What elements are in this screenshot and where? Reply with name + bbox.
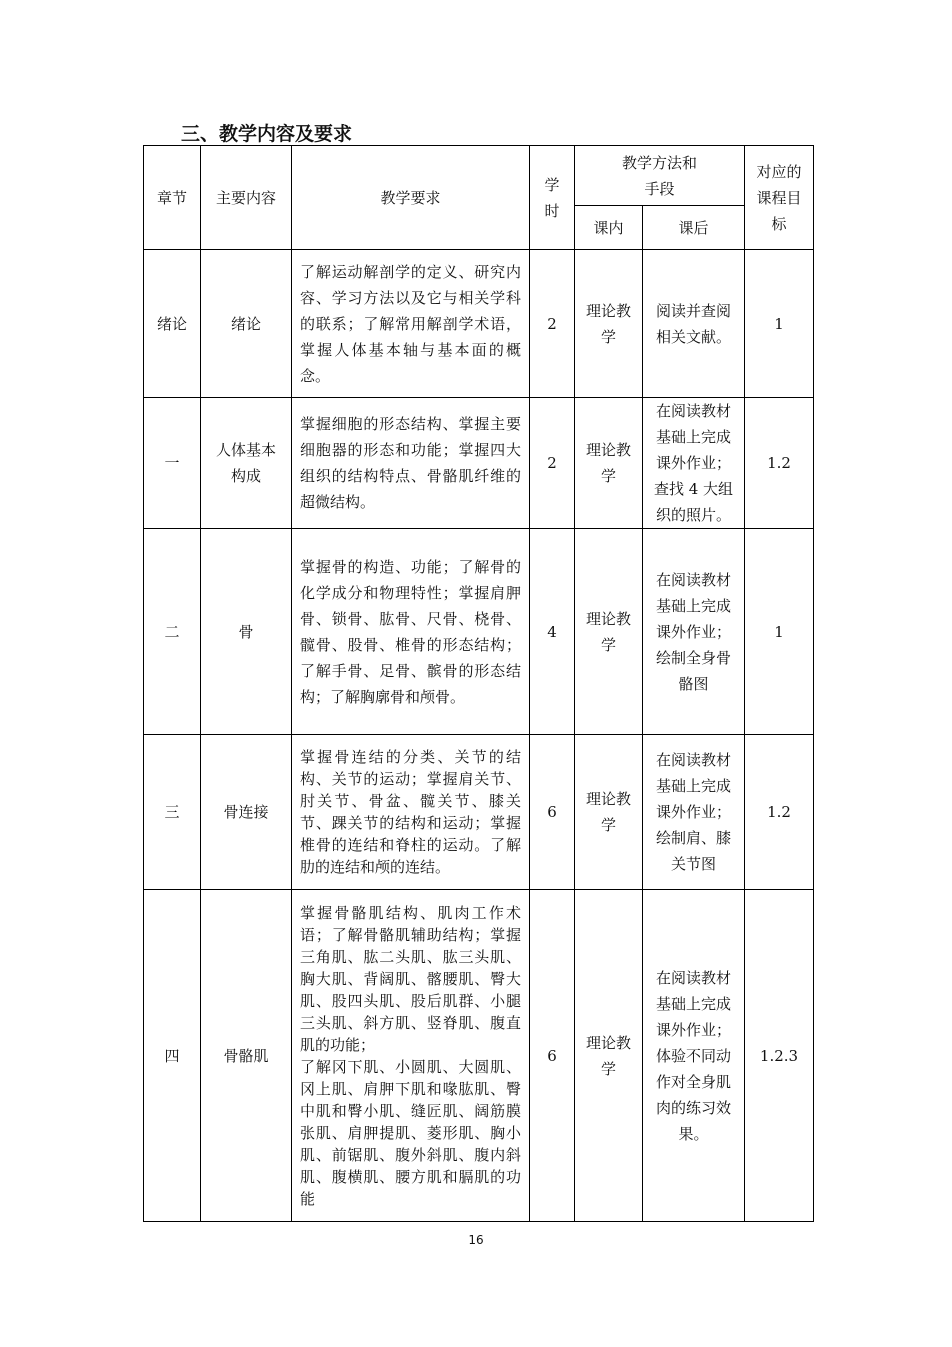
header-after-class: 课后 [643, 206, 745, 250]
row-content: 绪论 [201, 250, 292, 398]
table-row [144, 735, 814, 890]
row-chapter: 四 [144, 890, 201, 1222]
row-objective: 1 [745, 529, 814, 735]
row-objective: 1.2.3 [745, 890, 814, 1222]
row-after-class: 在阅读教材基础上完成课外作业；绘制肩、膝关节图 [643, 735, 745, 890]
header-objectives: 对应的课程目标 [745, 146, 814, 250]
row-in-class: 理论教学 [575, 250, 643, 398]
header-row [144, 146, 814, 206]
row-hours: 4 [530, 529, 575, 735]
row-objective: 1 [745, 250, 814, 398]
section-title: 三、教学内容及要求 [181, 123, 353, 145]
row-content: 骨 [201, 529, 292, 735]
row-in-class: 理论教学 [575, 529, 643, 735]
table-row [144, 398, 814, 529]
requirements-part-2: 了解冈下肌、小圆肌、大圆肌、冈上肌、肩胛下肌和喙肱肌、臀中肌和臀小肌、缝匠肌、阔筋膜张肌、肩胛提肌、菱形肌、胸小肌、前锯肌、腹外斜肌、腹内斜肌、腹横肌、腰方肌和膈肌的功能 [300, 1057, 521, 1208]
table-row [144, 890, 814, 1222]
row-in-class: 理论教学 [575, 890, 643, 1222]
page-number: 16 [468, 1233, 484, 1247]
row-chapter: 一 [144, 398, 201, 529]
table-row [144, 250, 814, 398]
row-after-class: 阅读并查阅相关文献。 [643, 250, 745, 398]
row-after-class: 在阅读教材基础上完成课外作业；查找 4 大组织的照片。 [643, 398, 745, 529]
row-requirements: 掌握骨连结的分类、关节的结构、关节的运动；掌握肩关节、肘关节、骨盆、髋关节、膝关节、踝关节的结构和运动；掌握椎骨的连结和脊柱的运动。了解肋的连结和颅的连结。 [292, 735, 530, 890]
row-chapter: 绪论 [144, 250, 201, 398]
requirements-part-1: 掌握骨骼肌结构、肌肉工作术语；了解骨骼肌辅助结构；掌握三角肌、肱二头肌、肱三头肌、胸大肌、背阔肌、髂腰肌、臀大肌、股四头肌、股后肌群、小腿三头肌、斜方肌、竖脊肌、腹直肌的功能； [300, 903, 521, 1054]
header-main-content: 主要内容 [201, 146, 292, 250]
header-methods: 教学方法和手段 [575, 146, 745, 206]
row-objective: 1.2 [745, 398, 814, 529]
syllabus-table [143, 145, 814, 1222]
row-in-class: 理论教学 [575, 398, 643, 529]
header-requirements: 教学要求 [292, 146, 530, 250]
row-content: 人体基本构成 [201, 398, 292, 529]
header-chapter: 章节 [144, 146, 201, 250]
header-in-class: 课内 [575, 206, 643, 250]
row-after-class: 在阅读教材基础上完成课外作业；体验不同动作对全身肌肉的练习效果。 [643, 890, 745, 1222]
table-row [144, 529, 814, 735]
row-objective: 1.2 [745, 735, 814, 890]
row-hours: 2 [530, 398, 575, 529]
row-after-class: 在阅读教材基础上完成课外作业；绘制全身骨骼图 [643, 529, 745, 735]
row-chapter: 二 [144, 529, 201, 735]
row-requirements: 了解运动解剖学的定义、研究内容、学习方法以及它与相关学科的联系；了解常用解剖学术语，掌握人体基本轴与基本面的概念。 [292, 250, 530, 398]
row-hours: 6 [530, 735, 575, 890]
row-in-class: 理论教学 [575, 735, 643, 890]
row-hours: 6 [530, 890, 575, 1222]
row-hours: 2 [530, 250, 575, 398]
header-hours: 学时 [530, 146, 575, 250]
row-content: 骨连接 [201, 735, 292, 890]
row-chapter: 三 [144, 735, 201, 890]
row-requirements: 掌握骨的构造、功能；了解骨的化学成分和物理特性；掌握肩胛骨、锁骨、肱骨、尺骨、桡骨、髋骨、股骨、椎骨的形态结构；了解手骨、足骨、髌骨的形态结构；了解胸廓骨和颅骨。 [292, 529, 530, 735]
row-requirements: 掌握细胞的形态结构、掌握主要细胞器的形态和功能；掌握四大组织的结构特点、骨骼肌纤维的超微结构。 [292, 398, 530, 529]
row-content: 骨骼肌 [201, 890, 292, 1222]
row-requirements [292, 890, 530, 1222]
